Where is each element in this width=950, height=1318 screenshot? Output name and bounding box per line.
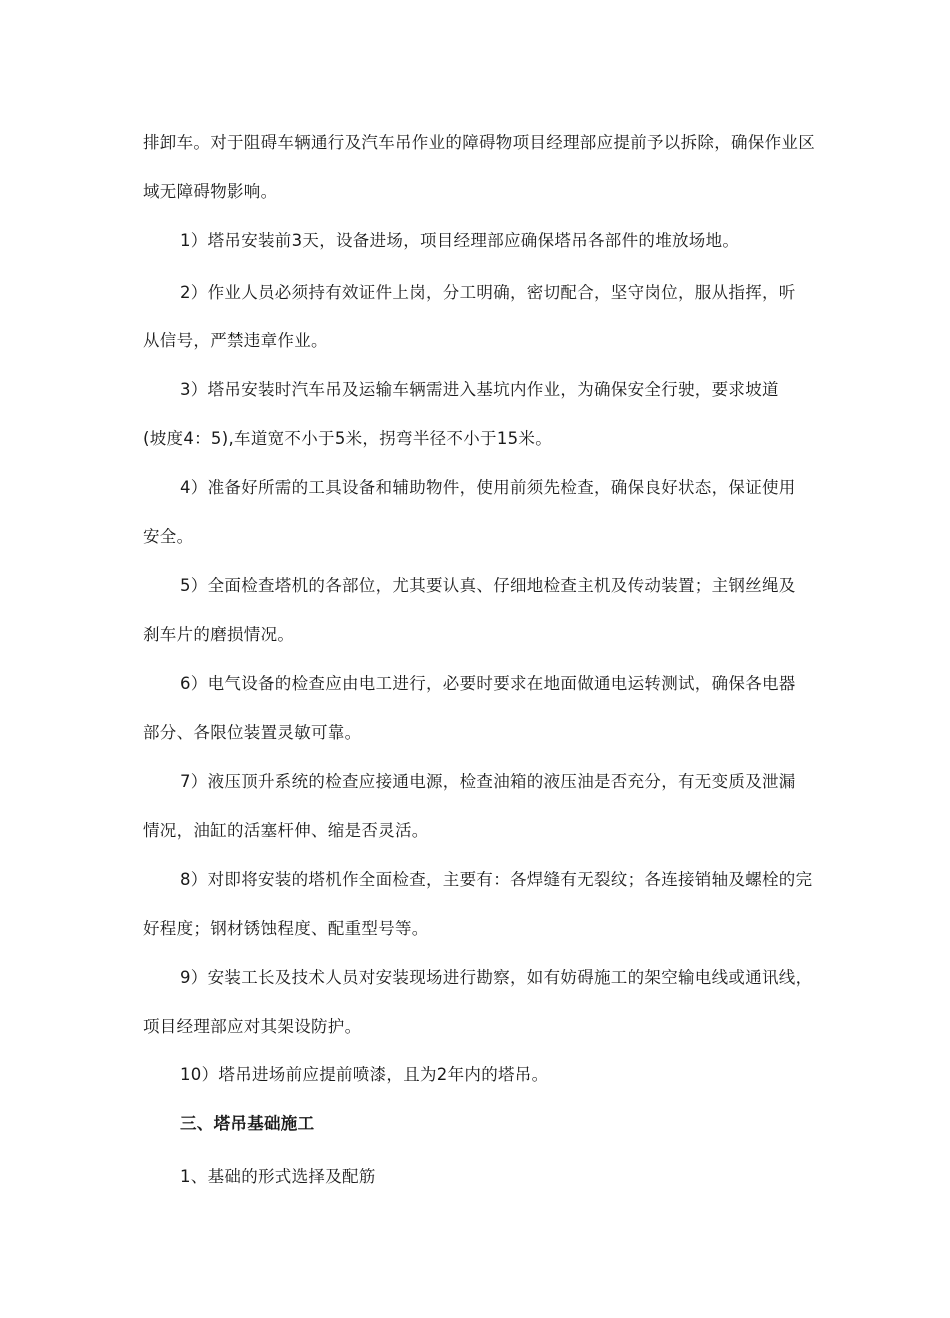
- list-item-8-line-1: 8）对即将安装的塔机作全面检查，主要有：各焊缝有无裂纹；各连接销轴及螺栓的完: [180, 870, 813, 889]
- list-item-3-line-1: 3）塔吊安装时汽车吊及运输车辆需进入基坑内作业，为确保安全行驶，要求坡道: [180, 380, 779, 399]
- list-item-6-line-2: 部分、各限位装置灵敏可靠。: [143, 723, 362, 742]
- list-item-4-line-2: 安全。: [143, 527, 194, 546]
- list-item-7-line-2: 情况，油缸的活塞杆伸、缩是否灵活。: [143, 821, 429, 840]
- paragraph-intro-line-2: 域无障碍物影响。: [143, 182, 278, 201]
- list-item-8-line-2: 好程度；钢材锈蚀程度、配重型号等。: [143, 919, 429, 938]
- list-item-2-line-1: 2）作业人员必须持有效证件上岗，分工明确，密切配合，坚守岗位，服从指挥，听: [180, 283, 796, 302]
- paragraph-intro-line-1: 排卸车。对于阻碍车辆通行及汽车吊作业的障碍物项目经理部应提前予以拆除，确保作业区: [143, 133, 815, 152]
- list-item-1-line-1: 1）塔吊安装前3天，设备进场，项目经理部应确保塔吊各部件的堆放场地。: [180, 231, 740, 250]
- list-item-4-line-1: 4）准备好所需的工具设备和辅助物件，使用前须先检查，确保良好状态，保证使用: [180, 478, 796, 497]
- section-heading: 三、塔吊基础施工: [180, 1114, 315, 1133]
- list-item-3-line-2: (坡度4：5),车道宽不小于5米，拐弯半径不小于15米。: [143, 429, 553, 448]
- subsection-heading: 1、基础的形式选择及配筋: [180, 1167, 376, 1186]
- list-item-9-line-1: 9）安装工长及技术人员对安装现场进行勘察，如有妨碍施工的架空输电线或通讯线，: [180, 968, 813, 987]
- list-item-5-line-1: 5）全面检查塔机的各部位，尤其要认真、仔细地检查主机及传动装置；主钢丝绳及: [180, 576, 796, 595]
- list-item-2-line-2: 从信号，严禁违章作业。: [143, 331, 328, 350]
- list-item-5-line-2: 刹车片的磨损情况。: [143, 625, 295, 644]
- list-item-9-line-2: 项目经理部应对其架设防护。: [143, 1017, 362, 1036]
- list-item-7-line-1: 7）液压顶升系统的检查应接通电源，检查油箱的液压油是否充分，有无变质及泄漏: [180, 772, 796, 791]
- list-item-6-line-1: 6）电气设备的检查应由电工进行，必要时要求在地面做通电运转测试，确保各电器: [180, 674, 796, 693]
- list-item-10-line-1: 10）塔吊进场前应提前喷漆，且为2年内的塔吊。: [180, 1065, 549, 1084]
